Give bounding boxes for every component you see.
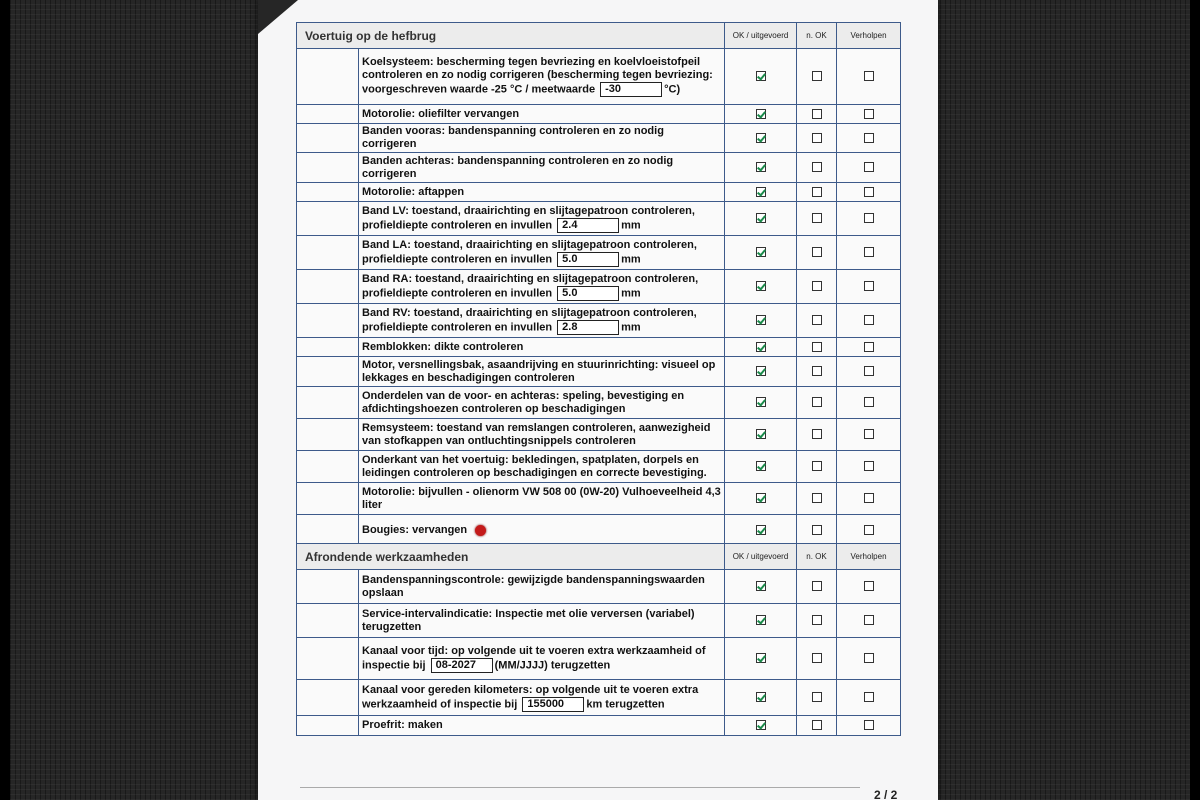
task-cell [359,49,725,105]
nok-cell [797,338,837,357]
not-ok-checkbox[interactable] [812,133,822,143]
row-gutter [297,183,359,202]
row-gutter [297,638,359,680]
row-gutter [297,124,359,153]
checklist-row [297,387,901,419]
nok-cell [797,236,837,270]
row-gutter [297,105,359,124]
nok-cell [797,124,837,153]
column-ok-header: OK / uitgevoerd [725,23,797,49]
row-gutter [297,49,359,105]
task-label: Motorolie: oliefilter vervangen [362,107,520,120]
fixed-checkbox[interactable] [864,315,874,325]
not-ok-checkbox[interactable] [812,162,822,172]
checklist-row [297,483,901,515]
fix-cell [837,387,901,419]
not-ok-checkbox[interactable] [812,429,822,439]
task-cell [359,183,725,202]
task-cell [359,483,725,515]
not-ok-checkbox[interactable] [812,493,822,503]
task-label: Motorolie: bijvullen - olienorm VW 508 00 (0W-20) Vulhoeveelheid 4,3 liter [362,485,721,511]
column-ok-header: OK / uitgevoerd [725,544,797,570]
ok-cell [725,124,797,153]
ok-checkbox[interactable] [756,493,766,503]
fixed-checkbox[interactable] [864,493,874,503]
ok-checkbox[interactable] [756,162,766,172]
checklist-row [297,716,901,736]
fix-cell [837,183,901,202]
ok-checkbox[interactable] [756,581,766,591]
not-ok-checkbox[interactable] [812,720,822,730]
not-ok-checkbox[interactable] [812,213,822,223]
ok-checkbox[interactable] [756,187,766,197]
ok-cell [725,570,797,604]
fix-cell [837,515,901,547]
fixed-checkbox[interactable] [864,720,874,730]
fixed-checkbox[interactable] [864,366,874,376]
nok-cell [797,105,837,124]
row-gutter [297,270,359,304]
checklist-row [297,451,901,483]
fix-cell [837,570,901,604]
right-border [1190,0,1200,800]
ok-checkbox[interactable] [756,397,766,407]
row-gutter [297,716,359,736]
checklist-row [297,124,901,153]
fixed-checkbox[interactable] [864,247,874,257]
fixed-checkbox[interactable] [864,581,874,591]
fix-cell [837,357,901,387]
fix-cell [837,304,901,338]
ok-checkbox[interactable] [756,720,766,730]
fixed-checkbox[interactable] [864,71,874,81]
nok-cell [797,202,837,236]
not-ok-checkbox[interactable] [812,615,822,625]
ok-cell [725,304,797,338]
row-gutter [297,419,359,451]
not-ok-checkbox[interactable] [812,71,822,81]
ok-checkbox[interactable] [756,429,766,439]
checklist-row [297,153,901,183]
section-header [297,23,901,49]
fixed-checkbox[interactable] [864,525,874,535]
fix-cell [837,716,901,736]
not-ok-checkbox[interactable] [812,461,822,471]
nok-cell [797,49,837,105]
section-header [297,544,901,570]
task-label: Koelsysteem: bescherming tegen bevriezing en koelvloeistofpeil controleren en zo nodig corrigeren (bescherming tegen bevriezing: voorgeschreven waarde -25 °C / meetwaarde [362,56,713,96]
ok-cell [725,419,797,451]
checklist-row [297,202,901,236]
ok-checkbox[interactable] [756,692,766,702]
nok-cell [797,483,837,515]
task-label: Motorolie: aftappen [362,185,465,198]
not-ok-checkbox[interactable] [812,692,822,702]
fix-cell [837,124,901,153]
fixed-checkbox[interactable] [864,187,874,197]
not-ok-checkbox[interactable] [812,315,822,325]
column-fixed-header: Verholpen [837,23,901,49]
task-label: Motor, versnellingsbak, asaandrijving en stuurinrichting: visueel op lekkages en beschadigingen controleren [362,358,716,384]
row-gutter [297,604,359,638]
task-label: Service-intervalindicatie: Inspectie met olie verversen (variabel) terugzetten [362,607,695,633]
ok-cell [725,604,797,638]
measurement-field[interactable]: 2.8 [557,320,619,335]
unit-label: mm [621,252,641,265]
ok-cell [725,236,797,270]
column-nok-header: n. OK [797,23,837,49]
unit-label: km terugzetten [586,697,665,710]
task-label: Band RV: toestand, draairichting en slijtagepatroon controleren, profieldiepte controleren en invullen [362,306,697,333]
ok-cell [725,680,797,716]
task-cell [359,451,725,483]
nok-cell [797,153,837,183]
fix-cell [837,236,901,270]
checklist-row [297,357,901,387]
ok-checkbox[interactable] [756,109,766,119]
section-title: Voertuig op de hefbrug [297,23,725,49]
fix-cell [837,638,901,680]
nok-cell [797,357,837,387]
measurement-field[interactable]: -30 [600,82,662,97]
ok-checkbox[interactable] [756,315,766,325]
ok-cell [725,183,797,202]
ok-cell [725,451,797,483]
row-gutter [297,357,359,387]
nok-cell [797,638,837,680]
nok-cell [797,304,837,338]
nok-cell [797,570,837,604]
task-label: Banden vooras: bandenspanning controleren en zo nodig corrigeren [362,125,664,150]
task-cell [359,419,725,451]
ok-cell [725,483,797,515]
row-gutter [297,387,359,419]
nok-cell [797,716,837,736]
folded-corner [258,0,298,34]
red-dot-icon [475,525,486,536]
not-ok-checkbox[interactable] [812,581,822,591]
ok-cell [725,338,797,357]
ok-cell [725,716,797,736]
nok-cell [797,515,837,547]
ok-cell [725,49,797,105]
row-gutter [297,680,359,716]
unit-label: mm [621,286,641,299]
fix-cell [837,338,901,357]
measurement-field[interactable]: 5.0 [557,252,619,267]
not-ok-checkbox[interactable] [812,653,822,663]
ok-cell [725,202,797,236]
fix-cell [837,202,901,236]
ok-checkbox[interactable] [756,525,766,535]
ok-checkbox[interactable] [756,366,766,376]
fixed-checkbox[interactable] [864,213,874,223]
fixed-checkbox[interactable] [864,461,874,471]
ok-checkbox[interactable] [756,653,766,663]
checklist-row [297,515,901,547]
checklist-row [297,236,901,270]
ok-cell [725,153,797,183]
not-ok-checkbox[interactable] [812,109,822,119]
row-gutter [297,483,359,515]
checklist-row [297,604,901,638]
checklist-row [297,304,901,338]
task-label: Bougies: vervangen [362,524,468,536]
fix-cell [837,483,901,515]
task-cell [359,153,725,183]
fix-cell [837,153,901,183]
task-cell [359,270,725,304]
checklist-row [297,49,901,105]
fix-cell [837,270,901,304]
not-ok-checkbox[interactable] [812,187,822,197]
fixed-checkbox[interactable] [864,397,874,407]
row-gutter [297,304,359,338]
fix-cell [837,105,901,124]
nok-cell [797,387,837,419]
task-cell [359,124,725,153]
ok-cell [725,270,797,304]
fixed-checkbox[interactable] [864,342,874,352]
nok-cell [797,419,837,451]
task-cell [359,338,725,357]
ok-checkbox[interactable] [756,213,766,223]
task-label: Onderkant van het voertuig: bekledingen, spatplaten, dorpels en leidingen controleren op beschadigingen en correcte bevestiging. [362,453,707,479]
nok-cell [797,183,837,202]
ok-cell [725,515,797,547]
not-ok-checkbox[interactable] [812,397,822,407]
vehicle-lift-checklist [296,22,901,547]
task-label: Kanaal voor gereden kilometers: op volgende uit te voeren extra werkzaamheid of inspectie bij [362,683,699,710]
checklist-row [297,570,901,604]
ok-checkbox[interactable] [756,342,766,352]
ok-checkbox[interactable] [756,71,766,81]
fix-cell [837,419,901,451]
unit-label: mm [621,218,641,231]
checklist-row [297,638,901,680]
task-label: Band LV: toestand, draairichting en slijtagepatroon controleren, profieldiepte controleren en invullen [362,204,695,231]
task-cell [359,202,725,236]
task-cell [359,357,725,387]
fixed-checkbox[interactable] [864,133,874,143]
row-gutter [297,202,359,236]
not-ok-checkbox[interactable] [812,366,822,376]
row-gutter [297,515,359,547]
task-cell [359,680,725,716]
task-label: Remblokken: dikte controleren [362,340,524,353]
footer-line [300,787,860,788]
task-cell [359,604,725,638]
nok-cell [797,451,837,483]
fixed-checkbox[interactable] [864,615,874,625]
unit-label: °C) [664,83,681,96]
section-title: Afrondende werkzaamheden [297,544,725,570]
fixed-checkbox[interactable] [864,281,874,291]
fix-cell [837,49,901,105]
checklist-row [297,419,901,451]
ok-cell [725,387,797,419]
checklist-row [297,183,901,202]
row-gutter [297,153,359,183]
ok-checkbox[interactable] [756,133,766,143]
checklist-row [297,680,901,716]
task-cell [359,638,725,680]
task-label: Bandenspanningscontrole: gewijzigde bandenspanningswaarden opslaan [362,573,705,599]
task-cell [359,105,725,124]
task-cell [359,515,725,547]
row-gutter [297,338,359,357]
row-gutter [297,570,359,604]
task-label: Onderdelen van de voor- en achteras: speling, bevestiging en afdichtingshoezen controleren op beschadigingen [362,389,685,415]
fix-cell [837,680,901,716]
unit-label: mm [621,320,641,333]
ok-checkbox[interactable] [756,461,766,471]
not-ok-checkbox[interactable] [812,281,822,291]
fix-cell [837,604,901,638]
task-cell [359,716,725,736]
measurement-field[interactable]: 5.0 [557,286,619,301]
task-label: Banden achteras: bandenspanning controleren en zo nodig corrigeren [362,154,674,180]
checklist-row [297,270,901,304]
task-cell [359,236,725,270]
ok-cell [725,638,797,680]
checklist-row [297,105,901,124]
checklist-row [297,338,901,357]
measurement-field[interactable]: 2.4 [557,218,619,233]
left-border [0,0,10,800]
row-gutter [297,236,359,270]
ok-checkbox[interactable] [756,281,766,291]
not-ok-checkbox[interactable] [812,247,822,257]
column-nok-header: n. OK [797,544,837,570]
row-gutter [297,451,359,483]
fix-cell [837,451,901,483]
measurement-field[interactable]: 155000 [522,697,584,712]
nok-cell [797,680,837,716]
fixed-checkbox[interactable] [864,653,874,663]
column-fixed-header: Verholpen [837,544,901,570]
not-ok-checkbox[interactable] [812,342,822,352]
task-cell [359,304,725,338]
task-cell [359,570,725,604]
fixed-checkbox[interactable] [864,692,874,702]
page-number: 2 / 2 [874,788,898,800]
task-label: Kanaal voor tijd: op volgende uit te voeren extra werkzaamheid of inspectie bij [362,644,706,671]
ok-checkbox[interactable] [756,615,766,625]
fixed-checkbox[interactable] [864,429,874,439]
unit-label: (MM/JJJJ) terugzetten [494,658,611,671]
finishing-tasks-checklist [296,543,901,736]
task-label: Proefrit: maken [362,719,443,731]
nok-cell [797,604,837,638]
ok-checkbox[interactable] [756,247,766,257]
task-cell [359,387,725,419]
task-label: Remsysteem: toestand van remslangen controleren, aanwezigheid van stofkappen van ontluchtingsnippels controleren [362,421,711,447]
fixed-checkbox[interactable] [864,109,874,119]
ok-cell [725,105,797,124]
fixed-checkbox[interactable] [864,162,874,172]
task-label: Band LA: toestand, draairichting en slijtagepatroon controleren, profieldiepte controleren en invullen [362,238,697,265]
nok-cell [797,270,837,304]
not-ok-checkbox[interactable] [812,525,822,535]
measurement-field[interactable]: 08-2027 [431,658,493,673]
ok-cell [725,357,797,387]
task-label: Band RA: toestand, draairichting en slijtagepatroon controleren, profieldiepte controleren en invullen [362,272,699,299]
